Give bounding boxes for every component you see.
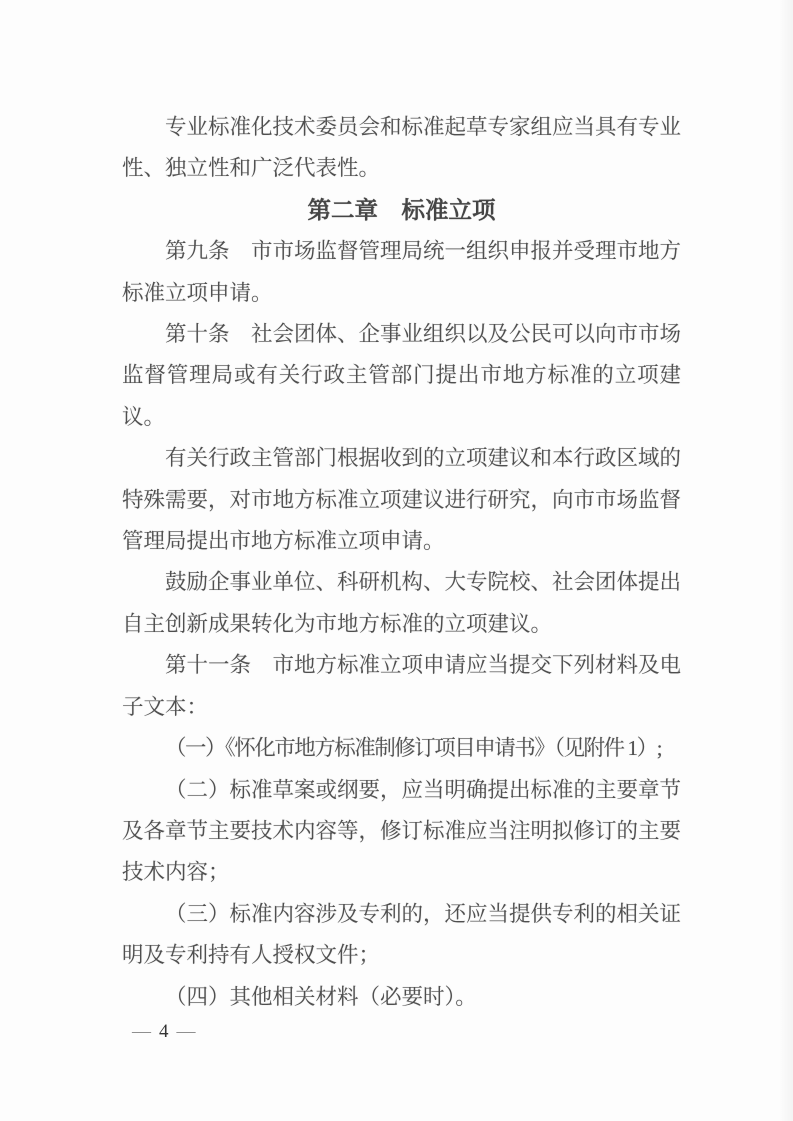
- page-number: 4: [159, 1021, 169, 1042]
- paragraph-article-11-item-3: （三）标准内容涉及专利的，还应当提供专利的相关证明及专利持有人授权文件；: [122, 901, 682, 968]
- paragraph-article-9: 第九条 市市场监督管理局统一组织申报并受理市地方标准立项申请。: [122, 239, 682, 305]
- paragraph-article-11-lead: 第十一条 市地方标准立项申请应当提交下列材料及电子文本：: [122, 653, 682, 719]
- chapter-heading: 第二章 标准立项: [307, 196, 496, 223]
- paragraph-article-11-item-1: （一）《怀化市地方标准制修订项目申请书》（见附件 1）;: [165, 736, 662, 761]
- footer-dash-right: —: [176, 1021, 196, 1042]
- page-footer: [124, 1019, 204, 1045]
- footer-dash-left: —: [132, 1021, 151, 1042]
- paragraph-article-11-item-2: （二）标准草案或纲要，应当明确提出标准的主要章节及各章节主要技术内容等，修订标准应当注明拟修订的主要技术内容；: [122, 777, 682, 885]
- paragraph-article-11-item-4: （四）其他相关材料（必要时）。: [165, 984, 477, 1009]
- paragraph-article-10-3: 鼓励企事业单位、科研机构、大专院校、社会团体提出自主创新成果转化为市地方标准的立项建议。: [122, 570, 682, 636]
- paragraph-article-10-1: 第十条 社会团体、企事业组织以及公民可以向市市场监督管理局或有关行政主管部门提出市地方标准的立项建议。: [122, 322, 682, 429]
- document-body: [122, 107, 681, 1018]
- paragraph-article-10-2: 有关行政主管部门根据收到的立项建议和本行政区域的特殊需要，对市地方标准立项建议进行研究，向市市场监督管理局提出市地方标准立项申请。: [122, 446, 682, 554]
- paragraph-intro-committee: 专业标准化技术委员会和标准起草专家组应当具有专业性、独立性和广泛代表性。: [122, 115, 682, 181]
